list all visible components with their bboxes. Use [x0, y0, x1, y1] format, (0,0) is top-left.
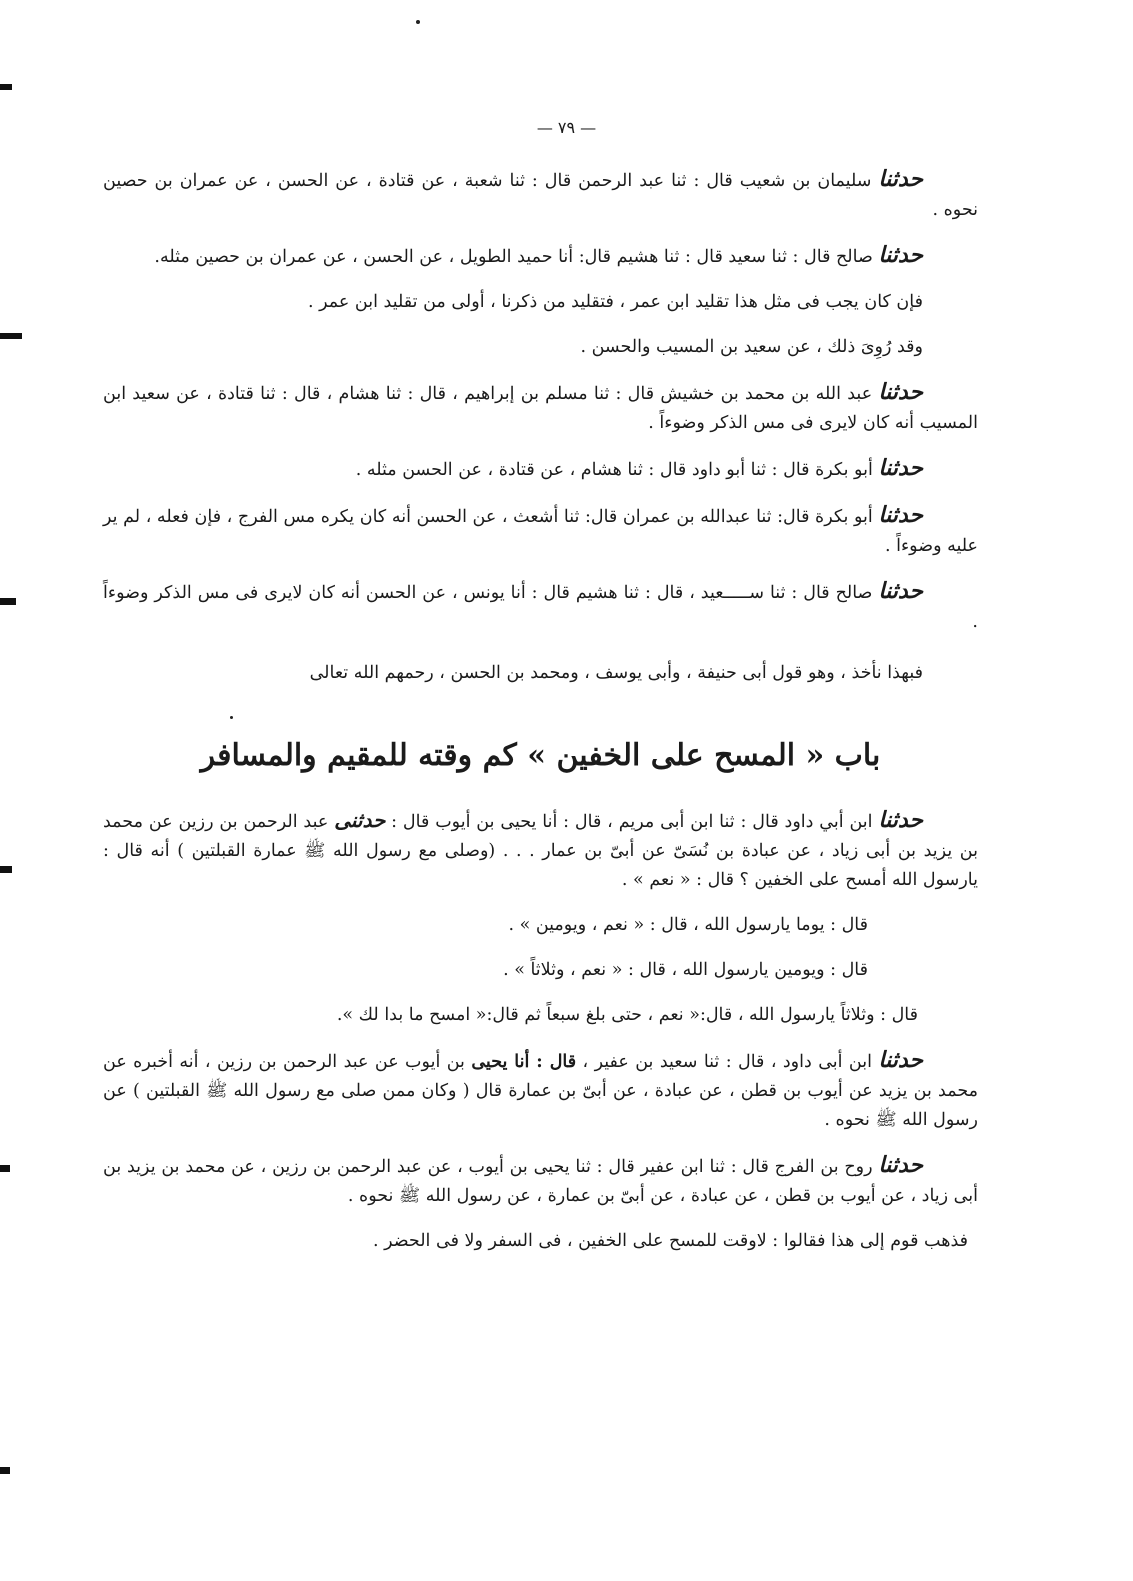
scan-mark [0, 1467, 10, 1474]
paragraph-text: فإن كان يجب فى مثل هذا تقليد ابن عمر ، فتقليد من ذكرنا ، أولى من تقليد ابن عمر . [308, 292, 923, 312]
hadith-paragraph [103, 806, 978, 895]
commentary-paragraph: فذهب قوم إلى هذا فقالوا : لاوقت للمسح على الخفين ، فى السفر ولا فى الحضر . [372, 1231, 968, 1251]
page-number: — ٧٩ — [536, 118, 597, 137]
hadith-paragraph [103, 577, 978, 637]
scan-mark [0, 866, 12, 873]
paragraph-text: وقد رُوِىَ ذلك ، عن سعيد بن المسيب والحسن . [580, 337, 923, 357]
scan-dot [416, 20, 420, 24]
narration-lead: حدثنا [878, 1047, 924, 1073]
page-body [103, 165, 978, 1272]
narration-lead: حدثنا [878, 455, 923, 481]
scan-mark [0, 598, 16, 605]
dialogue-line: قال : ويومين يارسول الله ، قال : « نعم ، وثلاثاً » . [503, 960, 868, 980]
hadith-paragraph [103, 241, 978, 272]
conclusion-paragraph [103, 659, 978, 688]
narration-lead: حدثنا [878, 379, 923, 405]
dialogue-line: قال : وثلاثاً يارسول الله ، قال:« نعم ، حتى بلغ سبعاً ثم قال:« امسح ما بدا لك ». [336, 1005, 918, 1025]
paragraph-text: بن أيوب عن عبد الرحمن بن رزين ، أنه أخبره عن محمد بن يزيد عن أيوب بن قطن ، عن عبادة ، عن أبىّ بن عمارة قال ( وكان ممن صلى مع رسول الله ﷺ القبلتين ) عن رسول الله ﷺ نحوه . [103, 1052, 978, 1130]
hadith-paragraph [103, 1151, 978, 1211]
scan-mark [0, 1165, 10, 1172]
paragraph-text: روح بن الفرج قال : ثنا ابن عفير قال : ثنا يحيى بن أيوب ، عن عبد الرحمن بن رزين ، عن محمد بن يزيد بن أبى زياد ، عن أيوب بن قطن ، عن عبادة ، عن أبىّ بن عمارة ، عن رسول الله ﷺ نحوه . [103, 1157, 978, 1206]
dialogue-line: قال : يوما يارسول الله ، قال : « نعم ، ويومين » . [508, 915, 868, 935]
paragraph-text: عبد الرحمن بن رزين عن محمد بن يزيد بن أبى زياد ، عن عبادة بن نُسَىّ عن أبىّ بن عمار . . . (وصلى مع رسول الله ﷺ عمارة القبلتين ) أنه قال : يارسول الله أمسح على الخفين ؟ قال : « نعم » . [103, 812, 978, 890]
paragraph-text: أبو بكرة قال: ثنا عبدالله بن عمران قال: ثنا أشعث ، عن الحسن أنه كان يكره مس الفرج ، فإن فعله ، لم ير عليه وضوءاً . [103, 507, 978, 556]
narration-lead: حدثنا [878, 502, 923, 528]
paragraph-text: صالح قال : ثنا سعيد قال : ثنا هشيم قال: أنا حميد الطويل ، عن الحسن ، عن عمران بن حصين مثله. [154, 247, 879, 267]
hadith-paragraph [103, 165, 978, 225]
paragraph-text: صالح قال : ثنا ســـــعيد ، قال : ثنا هشيم قال : أنا يونس ، عن الحسن أنه كان لايرى فى مس الذكر وضوءاً . [103, 583, 978, 632]
paragraph-text: فبهذا نأخذ ، وهو قول أبى حنيفة ، وأبى يوسف ، ومحمد بن الحسن ، رحمهم الله تعالى [309, 663, 923, 683]
hadith-paragraph [103, 501, 978, 561]
paragraph-text: عبد الله بن محمد بن خشيش قال : ثنا مسلم بن إبراهيم ، قال : ثنا هشام ، قال : ثنا قتادة ، عن سعيد ابن المسيب أنه كان لايرى فى مس الذكر وضوءاً . [103, 384, 978, 433]
narration-lead: حدثنا [878, 578, 923, 604]
hadith-paragraph [103, 378, 978, 438]
scan-mark [0, 333, 22, 339]
hadith-paragraph [103, 1046, 978, 1135]
hadith-paragraph [103, 454, 978, 485]
paragraph-text: ابن أبي داود قال : ثنا ابن أبى مريم ، قال : أنا يحيى بن أيوب قال : [385, 812, 879, 832]
paragraph-text: سليمان بن شعيب قال : ثنا عبد الرحمن قال : ثنا شعبة ، عن قتادة ، عن الحسن ، عن عمران بن حصين نحوه . [103, 171, 978, 220]
narration-lead: حدثنى [334, 808, 386, 832]
scan-mark [0, 84, 12, 90]
narration-lead: حدثنا [878, 807, 924, 833]
narration-lead: حدثنا [878, 166, 923, 192]
narration-lead: حدثنا [878, 1152, 923, 1178]
commentary-paragraph [103, 333, 978, 362]
paragraph-text: أبو بكرة قال : ثنا أبو داود قال : ثنا هشام ، عن قتادة ، عن الحسن مثله . [355, 460, 879, 480]
paragraph-text: ابن أبى داود ، قال : ثنا سعيد بن عفير ، [576, 1052, 879, 1072]
bold-phrase: قال : أنا يحيى [471, 1052, 577, 1072]
commentary-paragraph [103, 288, 978, 317]
narration-lead: حدثنا [878, 242, 923, 268]
chapter-heading: باب « المسح على الخفين » كم وقته للمقيم والمسافر [200, 738, 881, 773]
